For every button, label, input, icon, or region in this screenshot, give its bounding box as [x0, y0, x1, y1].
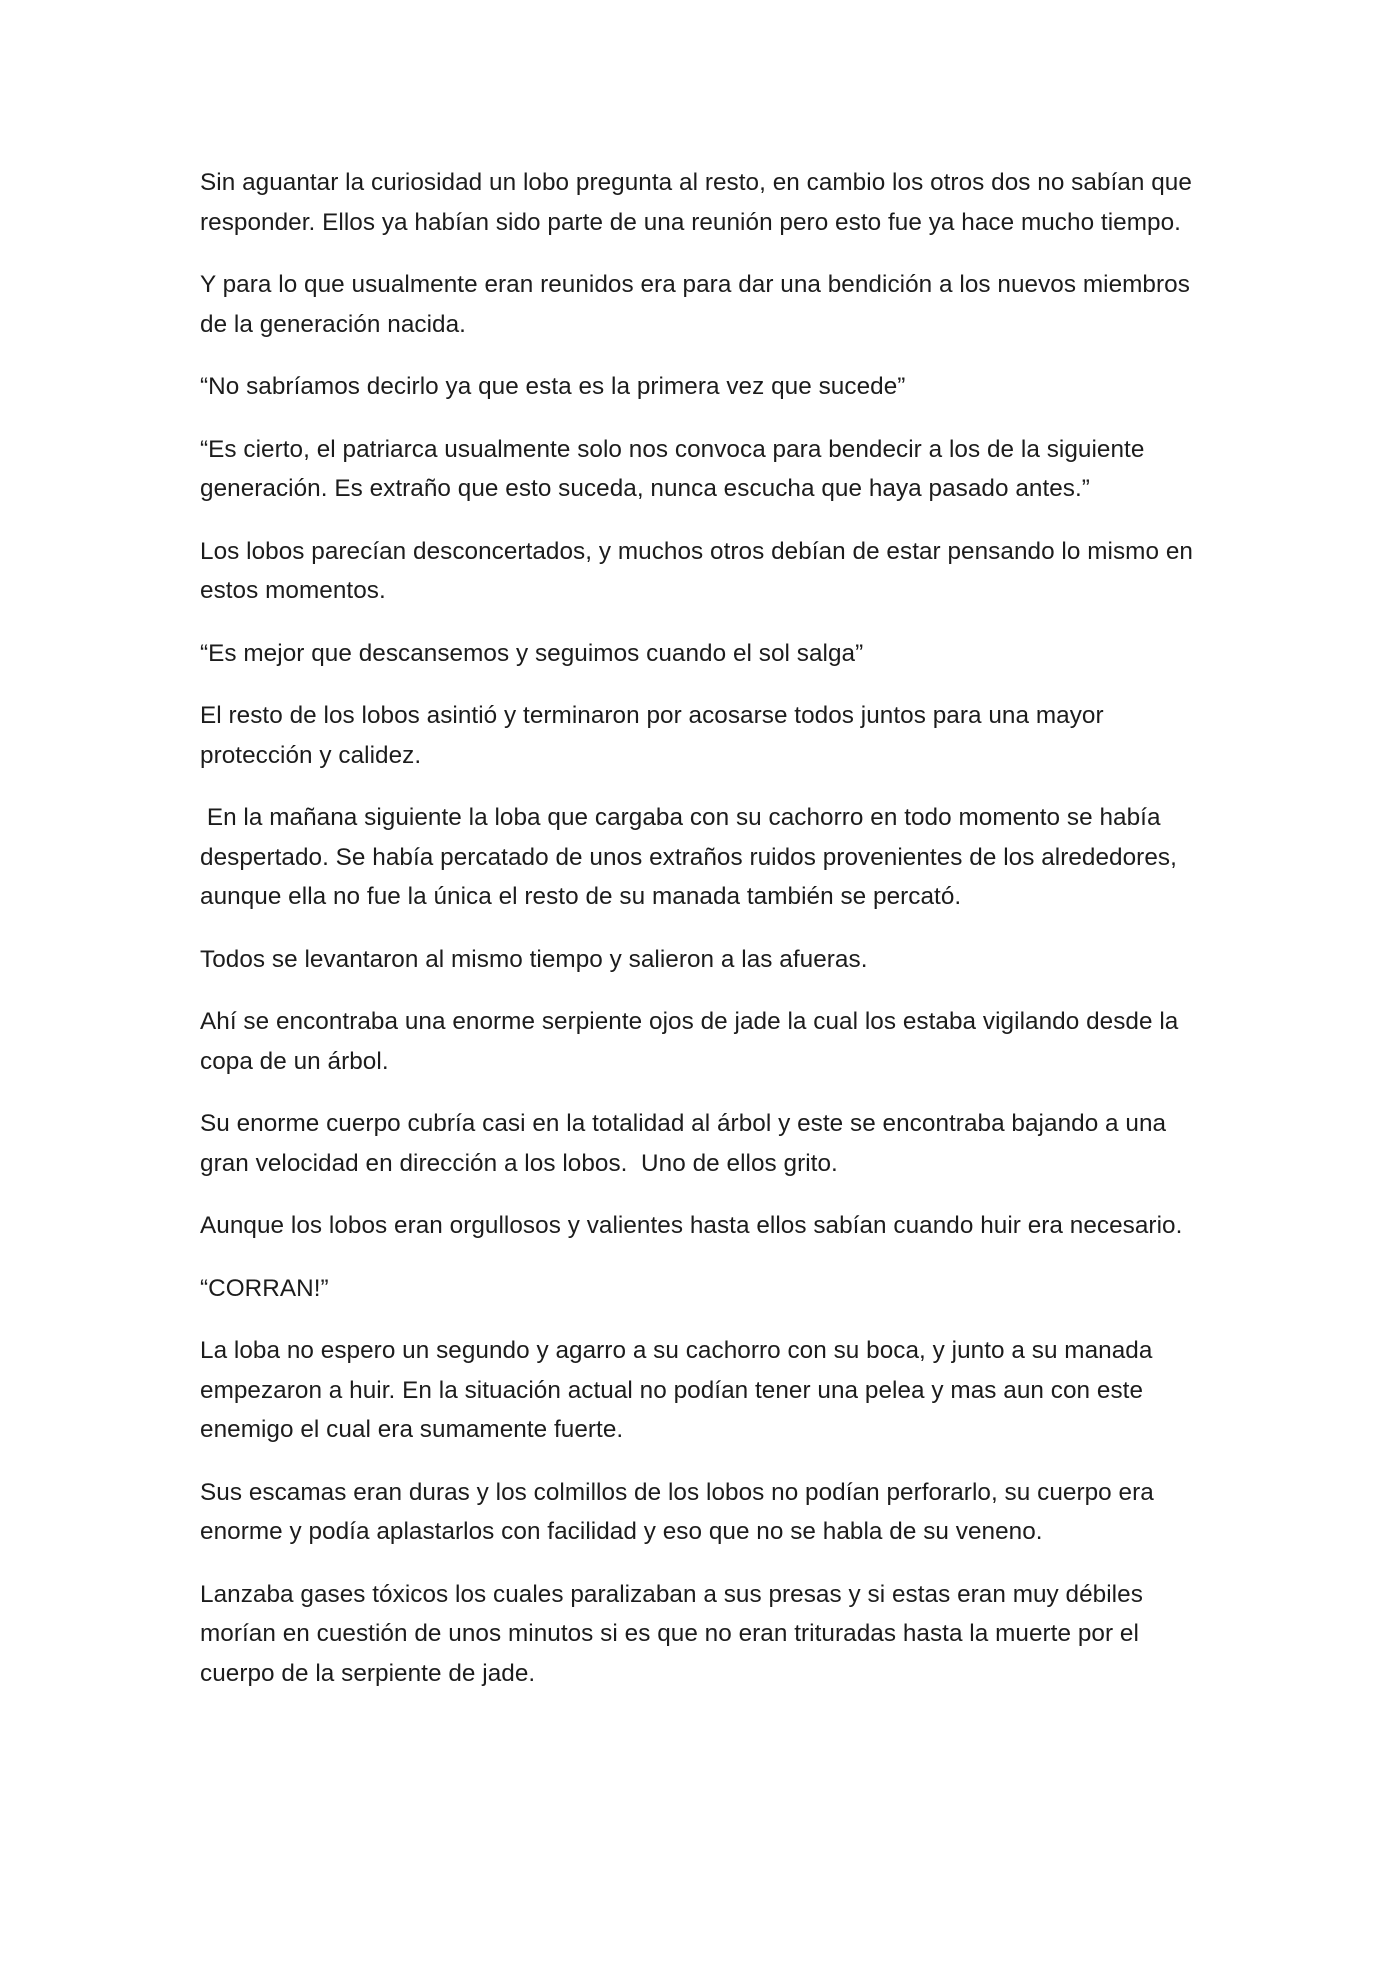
paragraph-4: “Es cierto, el patriarca usualmente solo nos convoca para bendecir a los de la siguiente generación. Es extraño que esto suceda, nunca escucha que haya pasado antes.”: [200, 435, 1152, 502]
paragraph-9: Todos se levantaron al mismo tiempo y salieron a las afueras.: [200, 945, 868, 973]
paragraph-10: Ahí se encontraba una enorme serpiente ojos de jade la cual los estaba vigilando desde la copa de un árbol.: [200, 1008, 1186, 1075]
paragraph-14: La loba no espero un segundo y agarro a su cachorro con su boca, y junto a su manada empezaron a huir. En la situación actual no podían tener una pelea y mas aun con este enemigo el cual era sumamente fuerte.: [200, 1337, 1160, 1443]
paragraph-2: Y para lo que usualmente eran reunidos era para dar una bendición a los nuevos miembros de la generación nacida.: [200, 271, 1197, 338]
paragraph-8: En la mañana siguiente la loba que cargaba con su cachorro en todo momento se había despertado. Se había percatado de unos extraños ruidos provenientes de los alrededores, aunque ella no fue la única el resto de su manada también se percató.: [200, 804, 1184, 910]
paragraph-11: Su enorme cuerpo cubría casi en la totalidad al árbol y este se encontraba bajando a una gran velocidad en dirección a los lobos. Uno de ellos grito.: [200, 1110, 1173, 1177]
document-body: [200, 163, 1206, 1716]
paragraph-1: Sin aguantar la curiosidad un lobo pregunta al resto, en cambio los otros dos no sabían que responder. Ellos ya habían sido parte de una reunión pero esto fue ya hace mucho tiempo.: [200, 169, 1199, 236]
paragraph-13: “CORRAN!”: [200, 1274, 329, 1302]
paragraph-5: Los lobos parecían desconcertados, y muchos otros debían de estar pensando lo mismo en estos momentos.: [200, 537, 1200, 604]
paragraph-15: Sus escamas eran duras y los colmillos de los lobos no podían perforarlo, su cuerpo era enorme y podía aplastarlos con facilidad y eso que no se habla de su veneno.: [200, 1478, 1161, 1545]
paragraph-12: Aunque los lobos eran orgullosos y valientes hasta ellos sabían cuando huir era necesario.: [200, 1212, 1183, 1239]
paragraph-7: El resto de los lobos asintió y terminaron por acosarse todos juntos para una mayor protección y calidez.: [200, 702, 1111, 769]
paragraph-6: “Es mejor que descansemos y seguimos cuando el sol salga”: [200, 639, 864, 667]
paragraph-3: “No sabríamos decirlo ya que esta es la primera vez que sucede”: [200, 373, 906, 400]
paragraph-16: Lanzaba gases tóxicos los cuales paralizaban a sus presas y si estas eran muy débiles morían en cuestión de unos minutos si es que no eran trituradas hasta la muerte por el cuerpo de la serpiente de jade.: [200, 1580, 1150, 1687]
